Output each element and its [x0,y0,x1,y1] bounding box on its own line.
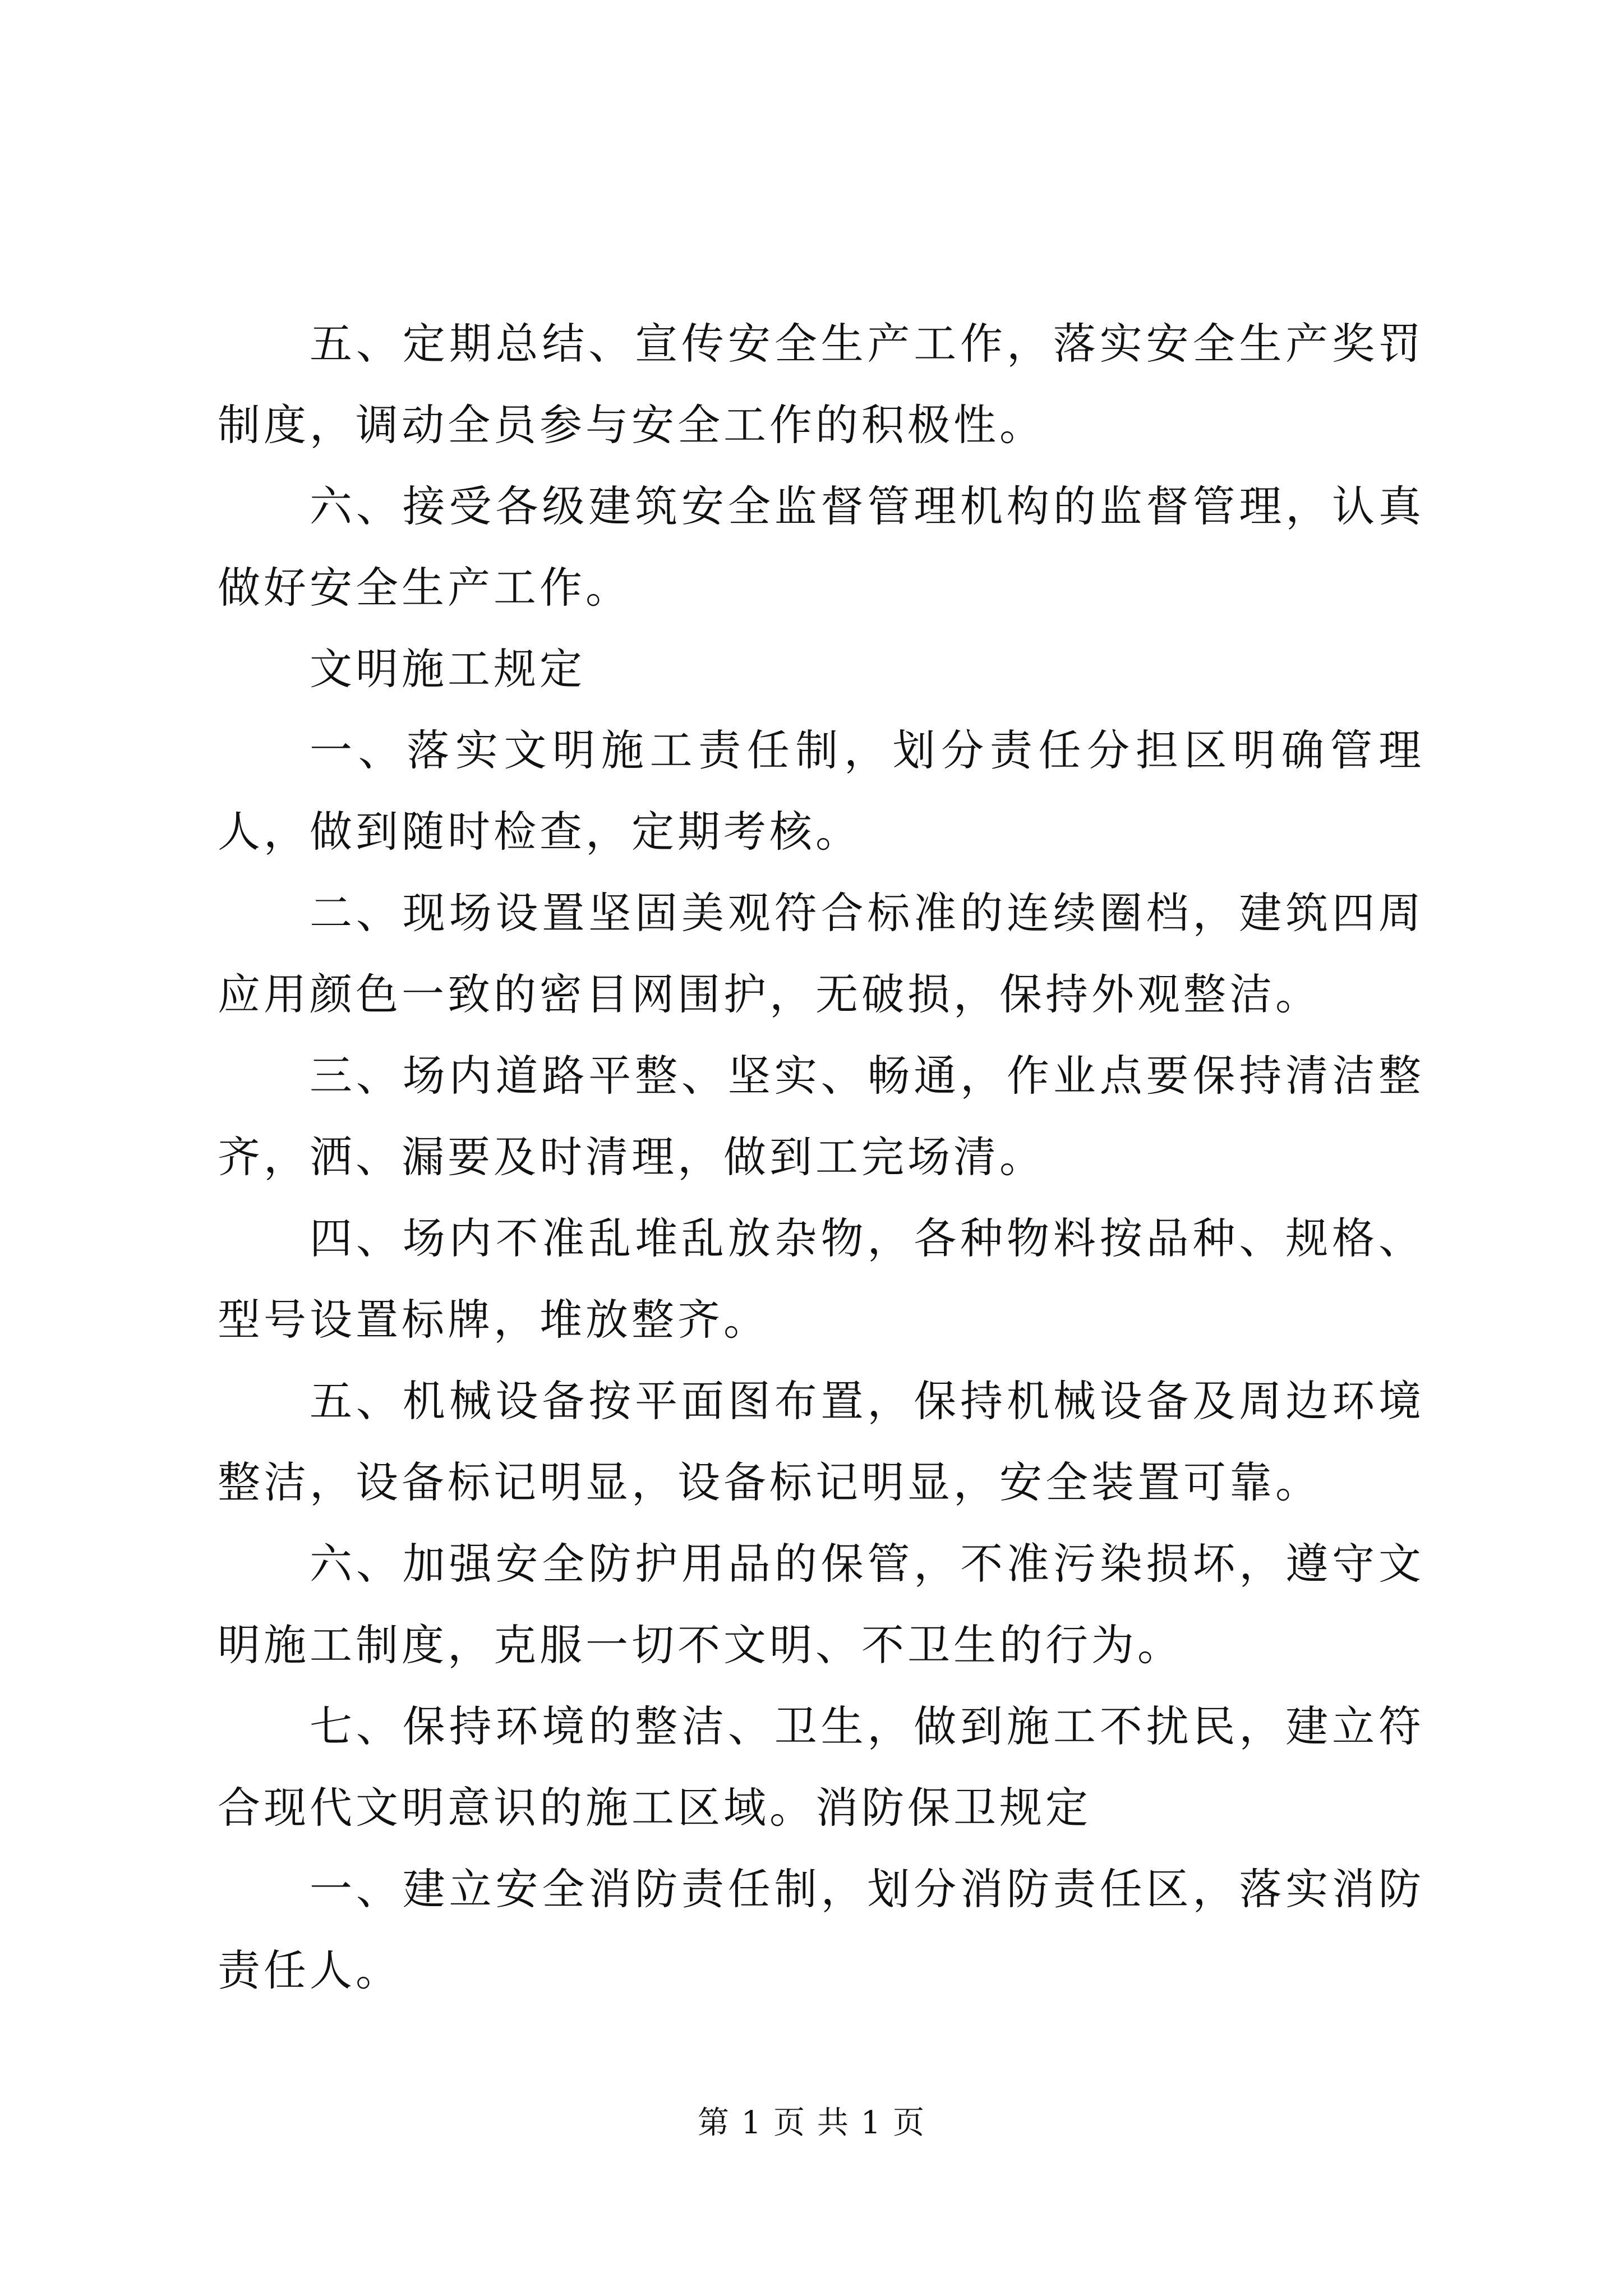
paragraph: 五、定期总结、宣传安全生产工作，落实安全生产奖罚制度，调动全员参与安全工作的积极性。 [218,319,1424,450]
paragraph: 六、接受各级建筑安全监督管理机构的监督管理，认真做好安全生产工作。 [218,481,1424,613]
paragraph: 一、落实文明施工责任制，划分责任分担区明确管理人，做到随时检查，定期考核。 [218,725,1424,857]
paragraph: 三、场内道路平整、坚实、畅通，作业点要保持清洁整齐，洒、漏要及时清理，做到工完场清。 [218,1051,1424,1182]
section-heading: 文明施工规定 [310,644,585,694]
paragraph: 一、建立安全消防责任制，划分消防责任区，落实消防责任人。 [218,1864,1424,1995]
paragraph: 四、场内不准乱堆乱放杂物，各种物料按品种、规格、型号设置标牌，堆放整齐。 [218,1213,1424,1345]
paragraph: 七、保持环境的整洁、卫生，做到施工不扰民，建立符合现代文明意识的施工区域。消防保卫规定 [218,1701,1424,1833]
document-body [218,303,1424,2011]
paragraph: 六、加强安全防护用品的保管，不准污染损坏，遵守文明施工制度，克服一切不文明、不卫生的行为。 [218,1539,1424,1670]
paragraph: 二、现场设置坚固美观符合标准的连续圈档，建筑四周应用颜色一致的密目网围护，无破损，保持外观整洁。 [218,888,1424,1019]
paragraph: 五、机械设备按平面图布置，保持机械设备及周边环境整洁，设备标记明显，设备标记明显，安全装置可靠。 [218,1376,1424,1507]
page-footer: 第 1 页 共 1 页 [697,2105,926,2141]
